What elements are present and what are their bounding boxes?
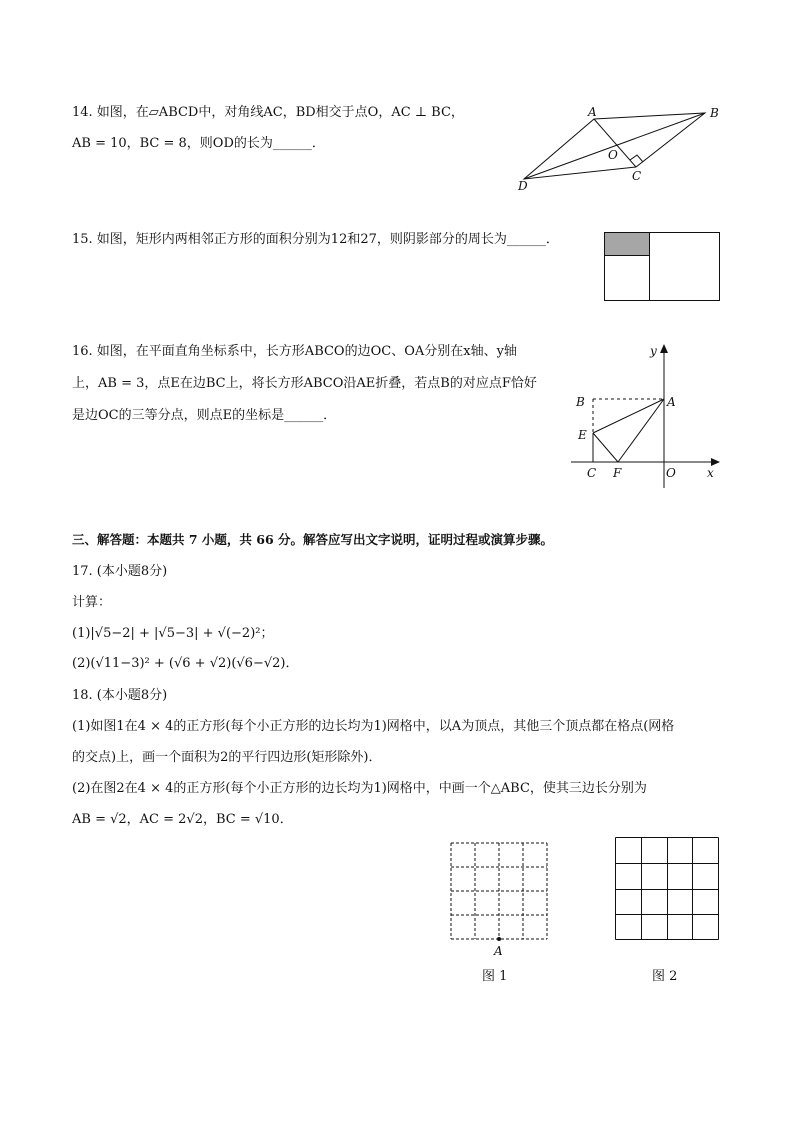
segment-EF (593, 433, 618, 462)
q18-part2-line2: AB = √2，AC = 2√2，BC = √10． (72, 812, 293, 827)
label-E: E (578, 428, 587, 442)
q14-parallelogram-figure (510, 100, 730, 195)
label-A: A (494, 944, 503, 958)
segment-EA (593, 399, 664, 433)
q14-line1: 14. 如图，在▱ABCD中，对角线AC，BD相交于点O，AC ⊥ BC， (72, 105, 464, 120)
q18-title: 18. (本小题8分) (72, 688, 168, 703)
label-B: B (576, 395, 585, 409)
q18-part2-line1: (2)在图2在4 × 4的正方形(每个小正方形的边长均为1)网格中，中画一个△ABC，使其三边长分别为 (72, 781, 647, 796)
right-angle-mark (630, 155, 643, 162)
label-D: D (518, 179, 528, 193)
label-C: C (632, 169, 642, 183)
figure2-caption: 图 2 (652, 969, 678, 984)
segment-FA (618, 399, 664, 462)
label-A: A (667, 395, 676, 409)
shaded-region (605, 233, 650, 256)
label-F: F (613, 466, 622, 480)
q16-coordinate-figure (566, 340, 726, 490)
q18-figure1-dashed-grid (447, 840, 555, 960)
q17-prompt: 计算： (72, 595, 112, 610)
y-axis-arrow (660, 344, 668, 353)
q17-part1: (1)|√5−2| + |√5−3| + √(−2)²； (72, 626, 274, 641)
label-O: O (608, 148, 618, 162)
q18-part1-line2: 的交点)上，画一个面积为2的平行四边形(矩形除外)． (72, 750, 382, 765)
q14-line2: AB = 10，BC = 8，则OD的长为______． (72, 136, 325, 151)
q16-line1: 16. 如图，在平面直角坐标系中，长方形ABCO的边OC、OA分别在x轴、y轴 (72, 344, 517, 359)
q17-part2: (2)(√11−3)² + (√6 + √2)(√6−√2)． (72, 656, 299, 671)
section3-heading: 三、解答题：本题共 7 小题，共 66 分。解答应写出文字说明，证明过程或演算步骤。 (72, 532, 554, 547)
x-axis-arrow (711, 458, 720, 466)
figure1-caption: 图 1 (482, 969, 508, 984)
q17-title: 17. (本小题8分) (72, 564, 168, 579)
q18-figure2-solid-grid (612, 834, 722, 942)
q16-line2: 上，AB = 3，点E在边BC上，将长方形ABCO沿AE折叠，若点B的对应点F恰好 (72, 376, 537, 391)
q15-rectangle-figure (603, 231, 721, 303)
q16-line3: 是边OC的三等分点，则点E的坐标是______． (72, 408, 337, 423)
label-B: B (710, 106, 719, 120)
label-C: C (587, 466, 597, 480)
label-A: A (588, 105, 597, 119)
label-O: O (666, 466, 676, 480)
q18-part1-line1: (1)如图1在4 × 4的正方形(每个小正方形的边长均为1)网格中，以A为顶点，其他三个顶点都在格点(网格 (72, 719, 675, 734)
point-A (497, 937, 501, 941)
label-x: x (707, 466, 714, 480)
q15-line1: 15. 如图，矩形内两相邻正方形的面积分别为12和27，则阴影部分的周长为______． (72, 232, 559, 247)
label-y: y (650, 344, 657, 358)
